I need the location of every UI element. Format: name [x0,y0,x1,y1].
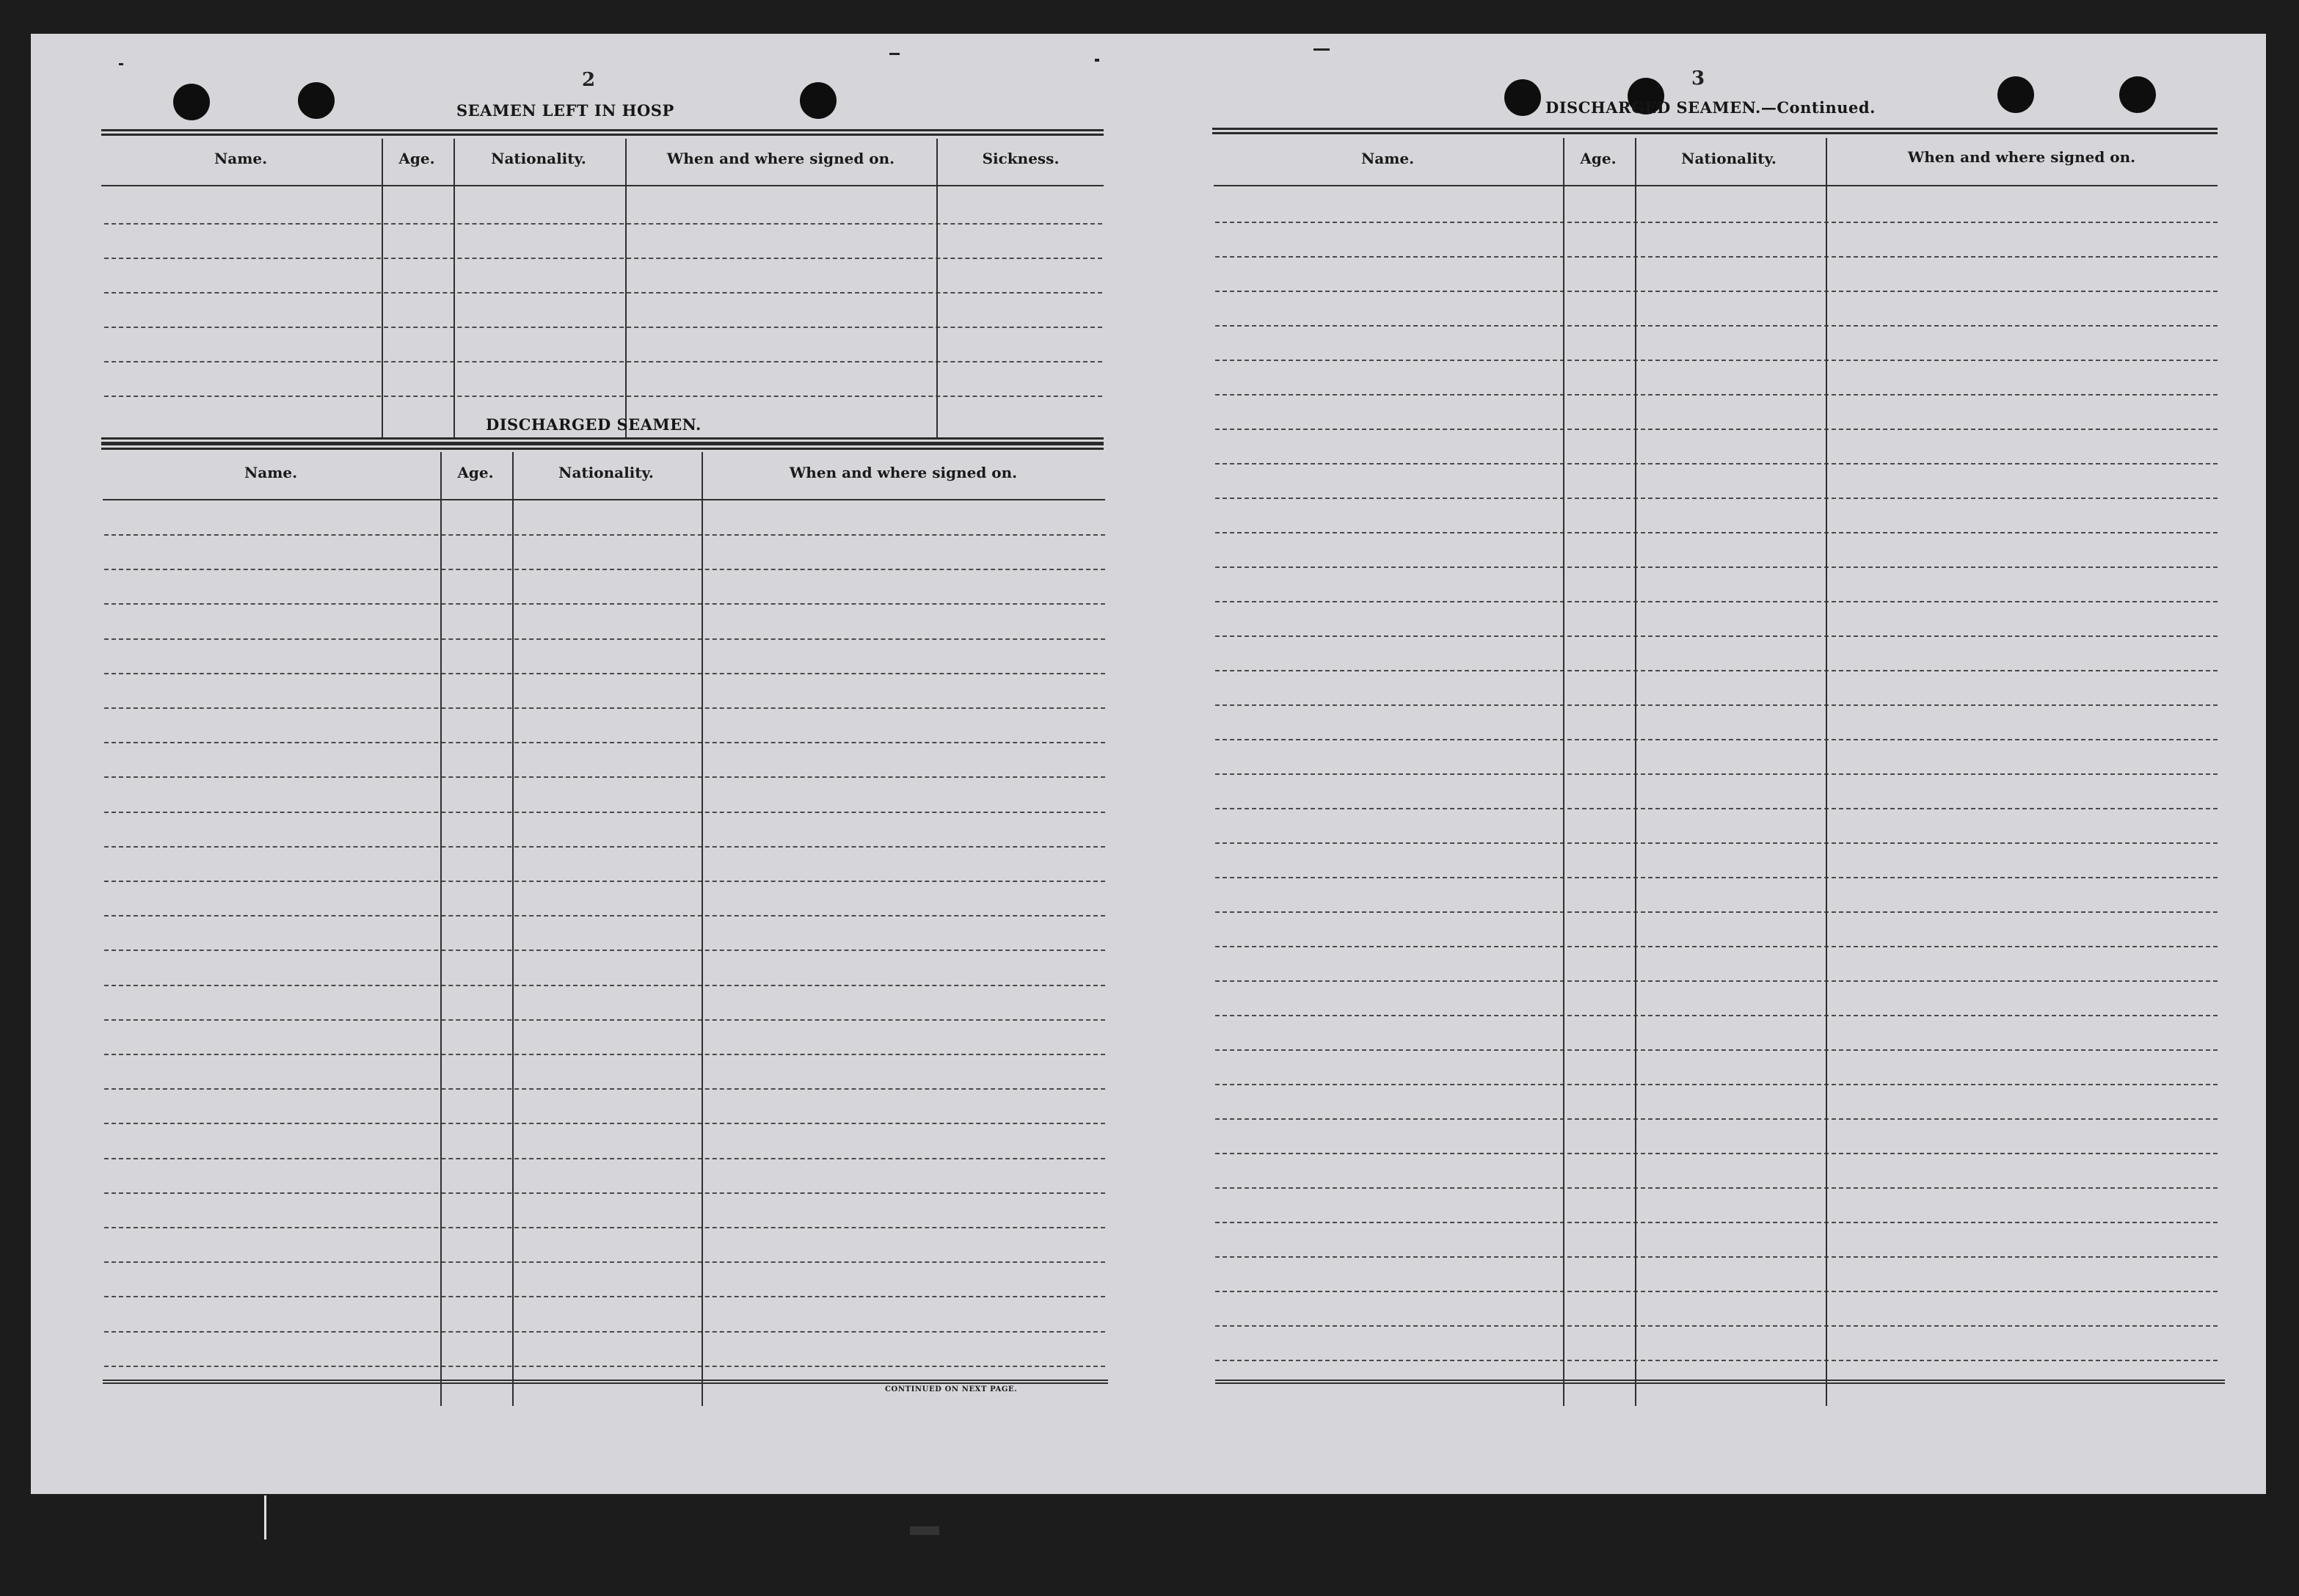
right-col-name: Name. [1360,150,1415,167]
right-col-nationality: Nationality. [1681,150,1777,167]
discharged-col-name: Name. [244,464,298,481]
hospital-col-divider [453,139,455,438]
ruled-entry-line[interactable] [104,742,1105,743]
ruled-entry-line[interactable] [104,569,1105,570]
hospital-col-divider [936,139,938,438]
ruled-entry-line[interactable] [1215,911,2218,913]
ruled-entry-line[interactable] [1215,1187,2218,1189]
ruled-entry-line[interactable] [1215,1084,2218,1085]
punch-hole [800,82,837,119]
ruled-entry-line[interactable] [104,985,1105,986]
discharged-bottom-rule [103,1382,1108,1384]
hospital-col-divider [625,139,627,438]
ruled-entry-line[interactable] [104,534,1105,536]
ruled-entry-line[interactable] [1215,704,2218,706]
discharged-col-divider [702,452,703,1406]
ruled-entry-line[interactable] [1215,256,2218,258]
ruled-entry-line[interactable] [1215,325,2218,327]
ruled-entry-line[interactable] [104,673,1105,674]
ruled-entry-line[interactable] [1215,360,2218,361]
ruled-entry-line[interactable] [104,223,1102,225]
ruled-entry-line[interactable] [1215,1325,2218,1327]
ruled-entry-line[interactable] [1215,739,2218,740]
ruled-entry-line[interactable] [104,1054,1105,1055]
ruled-entry-line[interactable] [1215,1222,2218,1223]
hospital-header-rule [101,185,1104,186]
ruled-entry-line[interactable] [1215,394,2218,396]
ruled-entry-line[interactable] [104,1158,1105,1159]
ruled-entry-line[interactable] [104,603,1105,605]
ruled-entry-line[interactable] [104,638,1105,640]
ruled-entry-line[interactable] [1215,463,2218,464]
discharged-col-signed-on: When and where signed on. [789,464,1018,481]
ruled-entry-line[interactable] [104,776,1105,778]
right-bottom-rule [1215,1380,2225,1381]
right-header-rule [1214,185,2218,186]
ruled-entry-line[interactable] [1215,601,2218,602]
discharged-continued-title: DISCHARGED SEAMEN.—Continued. [1545,98,1876,117]
scan-artifact [910,1526,939,1535]
ruled-entry-line[interactable] [104,915,1105,917]
hospital-col-nationality: Nationality. [491,150,586,167]
ruled-entry-line[interactable] [104,396,1102,397]
ruled-entry-line[interactable] [1215,670,2218,671]
ruled-entry-line[interactable] [104,1366,1105,1367]
punch-hole [173,84,210,120]
ruled-entry-line[interactable] [104,361,1102,362]
discharged-section-title: DISCHARGED SEAMEN. [486,415,702,434]
ruled-entry-line[interactable] [1215,566,2218,568]
ruled-entry-line[interactable] [104,258,1102,259]
ruled-entry-line[interactable] [104,292,1102,294]
hospital-col-divider [382,139,383,438]
ruled-entry-line[interactable] [1215,635,2218,637]
right-col-divider [1826,138,1827,1406]
hospital-col-sickness: Sickness. [982,150,1060,167]
discharged-col-divider [512,452,514,1406]
ruled-entry-line[interactable] [104,1331,1105,1333]
ruled-entry-line[interactable] [1215,1118,2218,1120]
punch-hole [2119,76,2156,113]
ruled-entry-line[interactable] [104,881,1105,882]
punch-hole [1504,79,1541,116]
ruled-entry-line[interactable] [104,1227,1105,1228]
punch-hole [298,82,335,119]
ruled-entry-line[interactable] [104,846,1105,848]
discharged-top-rule [101,443,1104,450]
ruled-entry-line[interactable] [1215,773,2218,775]
discharged-header-rule [103,499,1105,500]
hospital-top-rule [101,129,1104,136]
ruled-entry-line[interactable] [104,1261,1105,1263]
ruled-entry-line[interactable] [104,707,1105,709]
hospital-col-age: Age. [398,150,435,167]
ruled-entry-line[interactable] [1215,842,2218,844]
ruled-entry-line[interactable] [104,1088,1105,1090]
ruled-entry-line[interactable] [104,327,1102,328]
right-bottom-rule [1215,1382,2225,1384]
discharged-col-age: Age. [457,464,494,481]
ruled-entry-line[interactable] [104,812,1105,813]
ruled-entry-line[interactable] [1215,1049,2218,1051]
discharged-bottom-rule [103,1380,1108,1381]
ruled-entry-line[interactable] [104,1123,1105,1124]
ink-speck [119,63,123,65]
page-number-right: 3 [1691,68,1705,90]
punch-hole [1997,76,2034,113]
page-number-left: 2 [581,69,596,91]
ruled-entry-line[interactable] [1215,808,2218,809]
ruled-entry-line[interactable] [104,1192,1105,1194]
scan-artifact [264,1495,266,1539]
hospital-col-name: Name. [214,150,268,167]
ruled-entry-line[interactable] [1215,532,2218,533]
ruled-entry-line[interactable] [1215,498,2218,499]
ruled-entry-line[interactable] [1215,1256,2218,1258]
ruled-entry-line[interactable] [1215,1015,2218,1016]
ruled-entry-line[interactable] [104,950,1105,951]
discharged-col-divider [440,452,442,1406]
ruled-entry-line[interactable] [1215,291,2218,292]
discharged-col-nationality: Nationality. [558,464,654,481]
document-sheet [31,34,2266,1494]
continued-footer: CONTINUED ON NEXT PAGE. [885,1385,1018,1393]
ruled-entry-line[interactable] [1215,222,2218,223]
right-col-divider [1563,138,1564,1406]
ruled-entry-line[interactable] [1215,1360,2218,1361]
hospital-section-title: SEAMEN LEFT IN HOSP [456,101,674,120]
ruled-entry-line[interactable] [1215,946,2218,947]
ruled-entry-line[interactable] [1215,429,2218,430]
ruled-entry-line[interactable] [104,1296,1105,1297]
right-top-rule [1212,128,2218,134]
right-col-age: Age. [1580,150,1617,167]
ruled-entry-line[interactable] [1215,877,2218,878]
right-col-divider [1635,138,1636,1406]
right-col-signed-on: When and where signed on. [1907,148,2136,166]
ruled-entry-line[interactable] [1215,1153,2218,1154]
hospital-col-signed-on: When and where signed on. [666,150,895,167]
ink-speck [1095,59,1099,62]
ruled-entry-line[interactable] [1215,1291,2218,1292]
ruled-entry-line[interactable] [104,1019,1105,1021]
ruled-entry-line[interactable] [1215,980,2218,982]
ink-speck [889,53,900,55]
ink-speck [1314,48,1330,51]
